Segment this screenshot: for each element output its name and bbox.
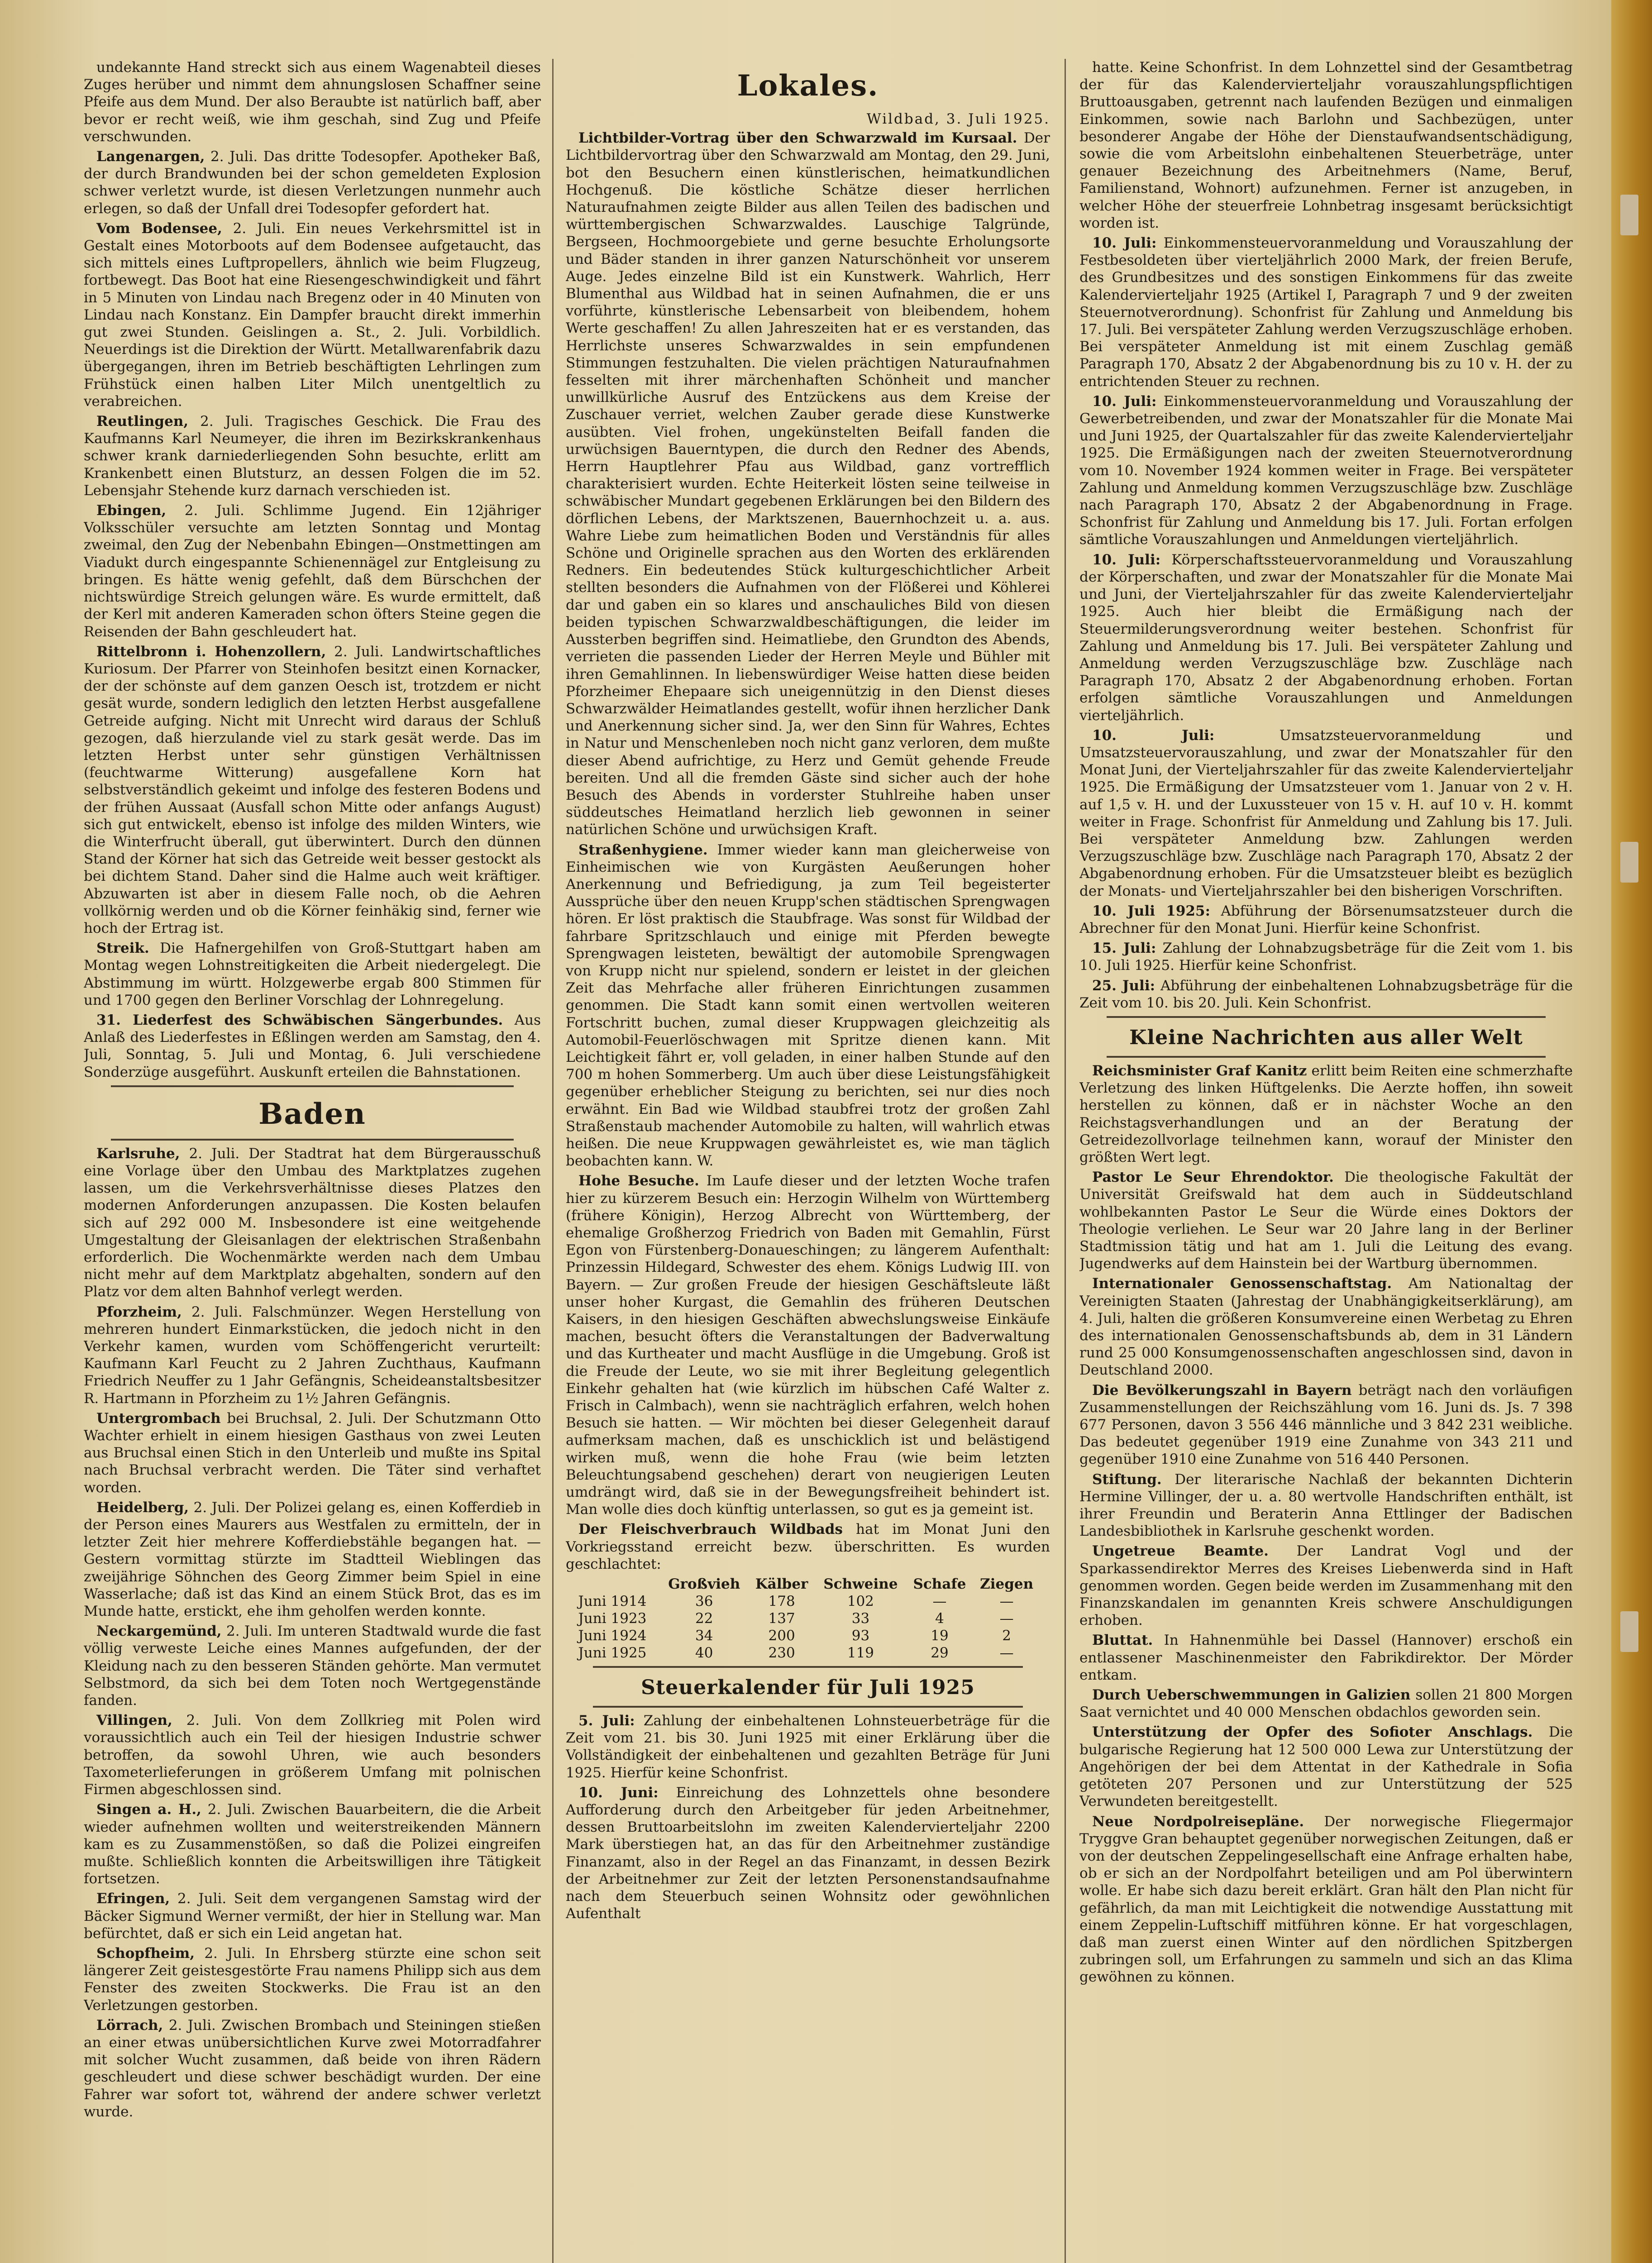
article [84,643,541,937]
article-text: Die Hafnergehilfen von Groß-Stuttgart haben am Montag wegen Lohnstreitigkeiten die Arbeit niedergelegt. Die Abstimmung im württ. Holzgewerbe ergab 800 Stimmen für und 1700 gegen den Berliner Vorschlag der Lohnregelung. [84,940,541,1008]
article-paragraph [1079,1471,1573,1540]
article-text: Abführung der Börsenumsatzsteuer durch die Abrechner für den Monat Juni. Hierfür keine Schonfrist. [1079,902,1573,936]
table-header-cell: Schweine [823,1576,898,1593]
article-lead: Die Bevölkerungszahl in Bayern [1092,1382,1352,1399]
divider [111,1139,514,1141]
article-lead: Stiftung. [1092,1471,1162,1488]
article-lead: Rittelbronn i. Hohenzollern, [96,643,326,660]
table-cell: 36 [695,1593,713,1610]
article [566,1521,1050,1573]
article-list [84,59,541,1081]
article-lead: Durch Ueberschwemmungen in Galizien [1092,1687,1411,1704]
article-paragraph [84,643,541,937]
article-list [566,129,1050,1573]
article-lead: Villingen, [96,1712,172,1729]
article-paragraph [84,413,541,499]
article-text: Aus Anlaß des Liederfestes in Eßlingen werden am Samstag, den 4. Juli, Sonntag, 5. Juli und Montag, 6. Juli verschiedene Sonderzüge ausgeführt. Auskunft erteilen die Bahnstationen. [84,1012,541,1080]
article-paragraph [1079,1686,1573,1721]
article-lead: 10. Juni: [578,1784,659,1801]
article-paragraph [84,1945,541,2014]
article-lead: Efringen, [96,1891,170,1907]
article-lead: Pastor Le Seur Ehrendoktor. [1092,1169,1334,1186]
table-cell: 2 [1002,1628,1012,1644]
table-cell: 137 [768,1610,795,1627]
article-text: 2. Juli. Landwirtschaftliches Kuriosum. Der Pfarrer von Steinhofen besitzt einen Kornacker, der der schönste auf dem ganzen Oesch ist, trotzdem er nicht gesät wurde, sondern lediglich den letzten Herbst ausgefallene Getreide aufging. Nicht mit Unrecht wird daraus der Schluß gezogen, daß hierzulande viel zu stark gesät werde. Das im letzten Herbst unter sehr günstigen Verhältnissen (feuchtwarme Witterung) ausgefallene Korn hat selbstverständlich gekeimt und infolge des festeren Bodens und der frühen Aussaat (Ausfall schon Mitte oder anfangs August) sich gut entwickelt, ebenso ist infolge des milden Winters, wie die Winterfrucht überall, gut überwintert. Durch den dünnen Stand der Körner hat sich das Getreide weit besser gestockt als bei dichtem Stand. Daher sind die Halme auch weit kräftiger. Abzuwarten ist aber in diesem Falle noch, ob die Aehren vollkörnig werden und ob die Körner feinhäkig sind, ferner wie hoch der Ertrag ist. [84,643,541,936]
article [566,1784,1050,1923]
article-text: Immer wieder kann man gleicherweise von Einheimischen wie von Kurgästen Aeußerungen hoher Anerkennung und Befriedigung, ja zum Teil begeisterter Aussprüche über den neuen Krupp'schen städtischen Sprengwagen hören. Er löst praktisch die Staubfrage. Was sonst für Wildbad der fahrbare Spritzschlauch und einige mit Pferden bewegte Sprengwagen leisteten, bewältigt der automobile Sprengwagen von Krupp nicht nur spielend, sondern er leistet in der gleichen Zeit das Mehrfache aller früheren Einrichtungen zusammen genommen. Die Stadt kann somit einen wertvollen weiteren Fortschritt buchen, zumal dieser Kruppwagen gleichzeitig als Automobil-Feuerlöschwagen mit Spritze dienen kann. Mit Leichtigkeit fährt er, voll geladen, in einer halben Stunde auf den 700 m hohen Sommerberg. Um auch über diese Leistungsfähigkeit gegenüber erheblicher Steigung zu berichten, sei nur dies noch erwähnt. Ein Bad wie Wildbad staubfrei trotz der großen Zahl Straßenstaub machender Automobile zu halten, will wahrlich etwas heißen. Die neue Kruppwagen gewährleistet es, wie man täglich beobachten kann. W. [566,841,1050,1170]
article-paragraph [84,1623,541,1709]
article-lead: Untergrombach [96,1410,221,1427]
article [84,1712,541,1798]
table-cell: — [932,1593,947,1610]
article-text: 2. Juli. Im unteren Stadtwald wurde die fast völlig verweste Leiche eines Mannes aufgefunden, der der Kleidung nach zu den besseren Ständen gehörte. Man vermutet Selbstmord, da sich bei dem Toten noch Wertgegenstände fanden. [84,1623,541,1709]
article-list [84,1145,541,2120]
article-text: Am Nationaltag der Vereinigten Staaten (Jahrestag der Unabhängigkeitserklärung), am 4. Juli, halten die größeren Konsumvereine einen Werbetag zu Ehren des internationalen Genossenschaftsbunds ab, dem in 31 Ländern rund 25 000 Konsumgenossenschaften angeschlossen sind, davon in Deutschland 2000. [1079,1275,1573,1379]
meat-consumption-table [575,1576,1040,1661]
article [1079,940,1573,974]
article-paragraph [1079,1813,1573,1986]
article-paragraph [84,1712,541,1798]
article-text: Einreichung des Lohnzettels ohne besondere Aufforderung durch den Arbeitgeber für jeden Arbeitnehmer, dessen Bruttoarbeitslohn im zweiten Kalendervierteljahr 2200 Mark überstiegen hat, an das für den Arbeitnehmer zuständige Finanzamt, also in der Regel an das Finanzamt, in dessen Bezirk der Arbeitnehmer zur Zeit der letzten Personenstandsaufnahme nach dem Steuerbuch seinen Wohnsitz oder gewöhnlichen Aufenthalt [566,1784,1050,1922]
article-text: 2. Juli. Das dritte Todesopfer. Apotheker Baß, der durch Brandwunden bei der schon gemeldeten Explosion schwer verletzt wurde, ist diesen Verletzungen nunmehr auch erlegen, so daß der Unfall drei Todesopfer gefordert hat. [84,148,541,217]
article [84,220,541,410]
article-lead: Ebingen, [96,502,167,519]
article [1079,393,1573,549]
article-lead: Reutlingen, [96,413,189,430]
article-lead: Reichsminister Graf Kanitz [1092,1062,1307,1079]
article-text: Der literarische Nachlaß der bekannten Dichterin Hermine Villinger, der u. a. 80 wertvolle Handschriften enthält, ist ihrer Freundin und Beraterin Anna Ettlinger der Badischen Landesbibliothek in Karlsruhe geschenkt worden. [1079,1471,1573,1540]
article-paragraph [566,1172,1050,1518]
article [84,940,541,1009]
article-text: sollen 21 800 Morgen Saat vernichtet und 40 000 Menschen obdachlos geworden sein. [1079,1687,1573,1721]
article-paragraph [84,220,541,410]
article [1079,234,1573,390]
article-text: Abführung der einbehaltenen Lohnabzugsbeträge für die Zeit vom 10. bis 20. Juli. Kein Schonfrist. [1079,977,1573,1011]
table-cell: Juni 1925 [578,1645,647,1661]
table-row [575,1610,1040,1627]
article-text: Der Lichtbildervortrag über den Schwarzwald am Montag, den 29. Juni, bot den Besuchern einen künstlerischen, heimatkundlichen Hochgenuß. Die köstliche Schätze dieser herrlichen Naturaufnahmen zeigte Bilder aus allen Teilen des badischen und württembergischen Schwarzwaldes. Lauschige Talgründe, Bergseen, Hochmoorgebiete und gerne besuchte Erholungsorte und Bäder standen in ihrer ganzen Naturschönheit vor unserem Auge. Jedes einzelne Bild ist ein Kunstwerk. Wahrlich, Herr Blumenthal aus Wildbad hat in seinen Aufnahmen, die er uns vorführte, künstlerische Lebensarbeit von bleibendem, hohem Werte geschaffen! Zu allen Jahreszeiten hat er es verstanden, das Herrlichste unseres Schwarzwaldes in sein empfundenen Stimmungen festzuhalten. Die vielen prächtigen Naturaufnahmen fesselten mit ihrer märchenhaften Schönheit und mancher unwillkürliche Ausruf des Entzückens aus dem Kreise der Zuschauer verriet, welchen Zauber gerade diese Kunstwerke ausübten. Viel frohen, ungekünstelten Beifall fanden die urwüchsigen Bauerntypen, die durch den Redner des Abends, Herrn Hauptlehrer Pfau aus Wildbad, ganz vortrefflich charakterisiert wurden. Echte Heiterkeit lösten seine teilweise in schwäbischer Mundart gegebenen Erklärungen bei den Bildern des dörflichen Lebens, der Marktszenen, Bauernhochzeit u. a. aus. Wahre Liebe zum heimatlichen Boden und Verständnis für alles Schöne und Originelle sprachen aus den Worten des erklärenden Redners. Ein bedeutendes Stück kulturgeschichtlicher Arbeit stellten besonders die Aufnahmen von der Flößerei und Köhlerei dar und gaben ein so klares und anschauliches Bild von diesen beiden typischen Schwarzwaldbeschäftigungen, die leider im Aussterben begriffen sind. Heimatliebe, den Grundton des Abends, verrieten die passenden Lieder der Herren Meyle und Bühler mit ihren Gemahlinnen. In liebenswürdiger Weise hatten diese beiden Pforzheimer Ehepaare sich uneigennützig in den Dienst dieses Schwarzwälder Heimatlandes gestellt, wofür ihnen herzlicher Dank und Anerkennung sicher sind. Ja, wer den Sinn für Wahres, Echtes in Natur und Menschenleben noch nicht ganz verloren, dem mußte dieser Abend aufrichtige, zu Herz und Gemüt gehende Freude bereiten. Und all die fremden Gäste sind sicher auch der hohe Besuch des Abends in vorderster Stuhlreihe haben unser süddeutsches Heimatland herzlich lieb gewonnen in seiner natürlichen Schöne und urwüchsigen Kraft. [566,130,1050,838]
article-text: Der norwegische Fliegermajor Tryggve Gran behauptet gegenüber norwegischen Zeitungen, daß er von der deutschen Zeppelingesellschaft eine Anfrage erhalten habe, ob er sich an der Nordpolfahrt beteiligen und am Pol überwintern wolle. Er habe sich dazu bereit erklärt. Gran hält den Plan nicht für gefährlich, da man mit Leichtigkeit die notwendige Ausstattung mit einem Zeppelin-Luftschiff mitführen könne. Er hat vorgeschlagen, daß man zuerst einen Winter auf den nördlichen Spitzbergen zubringen soll, um Erfahrungen zu sammeln und sich an das Klima gewöhnen zu können. [1079,1813,1573,1986]
article [1079,1542,1573,1629]
article-lead: 10. Juli: [1092,393,1157,410]
article-paragraph [84,2017,541,2120]
article-paragraph [1079,1724,1573,1810]
article-paragraph [1079,940,1573,974]
article-paragraph [1079,59,1573,232]
article [84,1012,541,1081]
article-paragraph [566,841,1050,1170]
article [84,1890,541,1942]
table-header-cell: Kälber [755,1576,808,1593]
book-binding-edge [1611,0,1652,2263]
article-paragraph [566,129,1050,838]
article-paragraph [1079,234,1573,390]
article [84,1945,541,2014]
article-lead: 10. Juli: [1092,235,1157,252]
article [84,1499,541,1620]
table-header-cell: Großvieh [668,1576,740,1593]
article-text: Die bulgarische Regierung hat 12 500 000 Lewa zur Unterstützung der Angehörigen der bei dem Attentat in der Kathedrale in Sofia getöteten 207 Personen und zur Unterstützung der 525 Verwundeten bereitgestellt. [1079,1724,1573,1810]
table-cell: 93 [851,1628,870,1644]
article [1079,1382,1573,1468]
article [84,1145,541,1301]
article-lead: Singen a. H., [96,1801,201,1818]
divider [593,1706,1023,1708]
article [84,413,541,499]
article-lead: Internationaler Genossenschaftstag. [1092,1275,1392,1292]
article-paragraph [1079,1169,1573,1272]
table-cell: 119 [847,1645,874,1661]
article-lead: Straßenhygiene. [578,841,708,858]
article-text: hatte. Keine Schonfrist. In dem Lohnzettel sind der Gesamtbetrag der für das Kalendervierteljahr vorauszahlungspflichtigen Bruttoausgaben, getrennt nach laufenden Bezügen und einmaligen Einkommen, sowie nach Barlohn und Sachbezügen, unter besonderer Angabe der Höhe der Dienstaufwandsentschädigung, sowie die vom Arbeitslohn einbehaltenen Steuerbeträge, unter genauer Bezeichnung des Arbeitnehmers (Name, Beruf, Familienstand, Wohnort) aufzunehmen. Ferner ist anzugeben, in welcher Höhe der steuerfreie Lohnbetrag insgesamt berücksichtigt worden ist. [1079,59,1573,231]
article-lead: 25. Juli: [1092,977,1155,994]
article-paragraph [84,1890,541,1942]
article [84,1801,541,1887]
article [84,1410,541,1496]
divider [1107,1056,1546,1058]
article-list [1079,1062,1573,1986]
article-lead: Neckargemünd, [96,1623,222,1640]
article-lead: Streik. [96,940,149,957]
article-text: 2. Juli. Der Stadtrat hat dem Bürgerausschuß eine Vorlage über den Umbau des Marktplatzes zugehen lassen, um die Verkehrsverhältnisse dieses Platzes den modernen Anforderungen anzupassen. Die Kosten belaufen sich auf 292 000 M. Insbesondere ist eine weitgehende Umgestaltung der Gleisanlagen der elektrischen Straßenbahn erforderlich. Die Wochenmärkte werden nach dem Umbau nicht mehr auf dem Marktplatz abgehalten, sondern auf den Platz vor dem alten Bahnhof verlegt werden. [84,1145,541,1300]
article-lead: Karlsruhe, [96,1145,180,1162]
article-lead: 31. Liederfest des Schwäbischen Sängerbundes. [96,1012,503,1028]
article-paragraph [1079,1382,1573,1468]
article-list [1079,59,1573,1012]
article-list [566,1712,1050,1922]
article [84,1303,541,1407]
table-cell: Juni 1924 [578,1628,647,1644]
binding-tab [1620,195,1638,235]
article-lead: 15. Juli: [1092,940,1156,957]
article-paragraph [566,1712,1050,1781]
article-text: 2. Juli. Falschmünzer. Wegen Herstellung von mehreren hundert Einmarkstücken, die jedoch nicht in den Verkehr kamen, wurden vom Schöffengericht verurteilt: Kaufmann Karl Feucht zu 2 Jahren Zuchthaus, Kaufmann Friedrich Neuffer zu 1 Jahr Gefängnis, Scheideanstaltsbesitzer R. Hartmann in Pforzheim zu 1½ Jahren Gefängnis. [84,1303,541,1407]
column-right [1079,59,1573,2263]
table-cell: — [999,1645,1014,1661]
article-text: Einkommensteuervoranmeldung und Vorauszahlung der Festbesoldeten über vierteljährlich 2000 Mark, der freien Berufe, des Grundbesitzes und des sonstigen Einkommens für das zweite Kalendervierteljahr 1925 (Artikel I, Paragraph 7 und 9 der zweiten Steuernotverordnung). Schonfrist für Zahlung und Anmeldung bis 17. Juli. Bei verspäteter Zahlung werden Verzugszuschläge erhoben. Bei verspäteter Anmeldung ist mit einem Zuschlag gemäß Paragraph 170, Absatz 2 der Abgabenordnung bis zu 10 v. H. der zu entrichtenden Steuer zu rechnen. [1079,235,1573,390]
article-paragraph [84,1012,541,1081]
article-paragraph [84,1145,541,1301]
article-text: Im Laufe dieser und der letzten Woche trafen hier zu kürzerem Besuch ein: Herzogin Wilhelm von Württemberg (frühere Königin), Herzog Albrecht von Württemberg, der ehemalige Großherzog Friedrich von Baden mit Gemahlin, Fürst Egon von Fürstenberg-Donaueschingen; zu längerem Aufenthalt: Prinzessin Hildegard, Schwester des ehem. Königs Ludwig III. von Bayern. — Zur großen Freude der hiesigen Geschäftsleute läßt unser hoher Kurgast, die Gemahlin des früheren Deutschen Kaisers, in den hiesigen Geschäften abwechslungsweise Einkäufe machen, besucht öfters die Veranstaltungen der Badverwaltung und das Kurtheater und macht Ausflüge in die Umgebung. Groß ist die Freude der Leute, wo sie mit ihrer Begleitung gelegentlich Einkehr gehalten hat (wie kürzlich im hübschen Café Walter z. Frisch in Calmbach), wenn sie nachträglich erfahren, welch hohen Besuch sie hatten. — Wir möchten bei dieser Gelegenheit darauf aufmerksam machen, daß es unschicklich ist und belästigend wirken muß, wenn die hohe Frau (wie beim letzten Beleuchtungsabend geschehen) derart von neugierigen Leuten umdrängt wird, daß sie in der Bewegungsfreiheit behindert ist. Man wolle dies doch künftig unterlassen, so gut es ja gemeint ist. [566,1173,1050,1518]
article [566,841,1050,1170]
article-paragraph [566,1784,1050,1923]
article-text: beträgt nach den vorläufigen Zusammenstellungen der Reichszählung vom 16. Juni ds. Js. 7 398 677 Personen, davon 3 556 446 männliche und 3 842 231 weibliche. Das bedeutet gegenüber 1919 eine Zunahme von 343 211 und gegenüber 1910 eine Zunahme von 516 440 Personen. [1079,1382,1573,1468]
article-text: Die theologische Fakultät der Universität Greifswald hat dem auch in Süddeutschland wohlbekannten Pastor Le Seur die Würde eines Doktors der Theologie verliehen. Le Seur war 20 Jahre lang in der Berliner Stadtmission tätig und hat am 1. Juli die Leitung des evang. Jugendwerks auf dem Hainstein bei der Wartburg übernommen. [1079,1169,1573,1272]
table-cell: 4 [935,1610,944,1627]
binding-tab [1620,1611,1638,1652]
divider [1107,1016,1546,1018]
section-title-steuerkalender: Steuerkalender für Juli 1925 [641,1676,975,1700]
column-middle [566,59,1050,2263]
article-paragraph [1079,551,1573,724]
table-cell: 29 [931,1645,949,1661]
article-text: 2. Juli. Von dem Zollkrieg mit Polen wird voraussichtlich auch ein Teil der hiesigen Industrie schwer betroffen, da sowohl Uhren, wie auch besonders Taxometerlieferungen in größerem Umfang mit polnischen Firmen abgeschlossen sind. [84,1712,541,1798]
article-text: erlitt beim Reiten eine schmerzhafte Verletzung des linken Hüftgelenks. Die Aerzte hoffen, ihn soweit herstellen zu können, daß er in nächster Woche an den Reichstagsverhandlungen und an der Beratung der Getreidezollvorlage teilnehmen kann, worauf der Minister den größten Wert legt. [1079,1062,1573,1165]
article-text: Umsatzsteuervoranmeldung und Umsatzsteuervorauszahlung, und zwar der Monatszahler für den Monat Juni, der Vierteljahrszahler für das zweite Kalendervierteljahr 1925. Die Ermäßigung der Umsatzsteuer vom 1. Januar von 2 v. H. auf 1,5 v. H. und der Luxussteuer von 15 v. H. auf 10 v. H. kommt weiter in Frage. Schonfrist für Anmeldung und Zahlung bis 17. Juli. Bei verspäteter Anmeldung bzw. Zahlungen werden Verzugszuschläge bzw. Zuschläge nach Paragraph 170, Absatz 2 der Abgabenordnung erhoben. Für die Umsatzsteuer bleibt es bezüglich der Monats- und Vierteljahrszahler bei den bisherigen Vorschriften. [1079,727,1573,899]
article-lead: 10. Juli 1925: [1092,902,1211,919]
table-row [575,1644,1040,1661]
article-text: hat im Monat Juni den Vorkriegsstand erreicht bezw. überschritten. Es wurden geschlachtet: [566,1521,1050,1572]
table-cell: 40 [695,1645,713,1661]
article-lead: Vom Bodensee, [96,220,222,237]
table-cell: 230 [768,1645,795,1661]
article [1079,1062,1573,1166]
article [1079,1471,1573,1540]
article-lead: 5. Juli: [578,1713,635,1729]
article-lead: Bluttat. [1092,1632,1153,1649]
article-text: Zahlung der einbehaltenen Lohnsteuerbeträge für die Zeit vom 21. bis 30. Juni 1925 mit einer Erklärung über die Vollständigkeit der einbehaltenen und gezahlten Beträge für Juni 1925. Hierfür keine Schonfrist. [566,1713,1050,1781]
article-lead: Ungetreue Beamte. [1092,1543,1269,1560]
article-paragraph [566,1521,1050,1573]
article [1079,977,1573,1012]
article [566,1172,1050,1518]
table-cell: 19 [931,1628,949,1644]
article [1079,1632,1573,1684]
table-header-cell: Ziegen [980,1576,1034,1593]
article-text: In Hahnenmühle bei Dassel (Hannover) erschoß ein entlassener Maschinenmeister den Fabrikdirektor. Der Mörder entkam. [1079,1632,1573,1683]
article-text: 2. Juli. Seit dem vergangenen Samstag wird der Bäcker Sigmund Werner vermißt, der hier in Stellung war. Man befürchtet, daß er sich ein Leid angetan hat. [84,1891,541,1942]
column-rule [552,59,554,2263]
article [1079,1169,1573,1272]
article [1079,727,1573,900]
article-paragraph [1079,1062,1573,1166]
table-cell: — [999,1610,1014,1627]
article-lead: Der Fleischverbrauch Wildbads [578,1521,843,1538]
article [1079,1686,1573,1721]
article-text: bei Bruchsal, 2. Juli. Der Schutzmann Otto Wachter erhielt in einem hiesigen Gasthaus von zwei Leuten aus Bruchsal einen Stich in den Unterleib und mußte ins Spital nach Bruchsal verbracht werden. Die Täter sind verhaftet worden. [84,1410,541,1496]
article-lead: 10. Juli: [1092,551,1161,568]
divider [593,1666,1023,1668]
article-text: Zahlung der Lohnabzugsbeträge für die Zeit vom 1. bis 10. Juli 1925. Hierfür keine Schonfrist. [1079,940,1573,974]
table-header-cell: Schafe [913,1576,966,1593]
table-row [575,1593,1040,1610]
article-text: 2. Juli. Tragisches Geschick. Die Frau des Kaufmanns Karl Neumeyer, die ihren im Bezirkskrankenhaus schwer krank darniederliegenden Sohn besuchte, erlitt am Krankenbett einen Blutsturz, an dessen Folgen die im 52. Lebensjahr Stehende kurz darnach verschieden ist. [84,413,541,499]
table-header-cell [575,1576,659,1593]
article [84,148,541,217]
article-text: Körperschaftssteuervoranmeldung und Vorauszahlung der Körperschaften, und zwar der Monatszahler für die Monate Mai und Juni, der Vierteljahrszahler für das zweite Kalendervierteljahr 1925. Auch hier bleibt die Ermäßigung nach der Steuermilderungsverordnung weiter bestehen. Schonfrist für Zahlung und Anmeldung bis 17. Juli. Bei verspäteter Zahlung und Anmeldung werden Verzugszuschläge bzw. Zuschläge nach Paragraph 170, Absatz 2 der Abgabenordnung erhoben. Fortan erfolgen sämtliche Vorauszahlungen und Anmeldungen vierteljährlich. [1079,551,1573,724]
article-text: undekannte Hand streckt sich aus einem Wagenabteil dieses Zuges herüber und nimmt dem ahnungslosen Schaffner seine Pfeife aus dem Mund. Der also Beraubte ist natürlich baff, aber bevor er recht weiß, wie ihm geschah, sind Zug und Pfeife verschwunden. [84,59,541,145]
article-text: 2. Juli. In Ehrsberg stürzte eine schon seit längerer Zeit geistesgestörte Frau namens Philipp sich aus dem Fenster des zweiten Stockwerks. Die Frau ist an den Verletzungen gestorben. [84,1945,541,2014]
article-paragraph [84,1499,541,1620]
article-lead: Lörrach, [96,2017,163,2034]
article [1079,1813,1573,1986]
table-cell: 102 [847,1593,874,1610]
article-paragraph [84,1801,541,1887]
article-text: Einkommensteuervoranmeldung und Vorauszahlung der Gewerbetreibenden, und zwar der Monatszahler für die Monate Mai und Juni 1925, der Quartalszahler für das zweite Kalendervierteljahr 1925. Die Ermäßigungen nach der zweiten Steuernotverordnung vom 10. November 1924 kommen weiter in Frage. Bei verspäteter Zahlung und Anmeldung kommen Verzugszuschläge bzw. Zuschläge nach Paragraph 170, Absatz 2 der Abgabenordnung in Frage. Schonfrist für Zahlung und Anmeldung bis 17. Juli. Fortan erfolgen sämtliche Vorauszahlungen und Anmeldungen vierteljährlich. [1079,393,1573,548]
article-lead: Neue Nordpolreisepläne. [1092,1813,1304,1830]
article-paragraph [1079,1275,1573,1379]
table-row [575,1627,1040,1644]
article-paragraph [1079,393,1573,549]
article [84,59,541,145]
article [1079,59,1573,232]
article-lead: Pforzheim, [96,1303,182,1320]
column-left [84,59,541,2263]
article-paragraph [1079,977,1573,1012]
article [566,129,1050,838]
article-lead: Lichtbilder-Vortrag über den Schwarzwald im Kursaal. [578,130,1017,147]
article-text: Der Landrat Vogl und der Sparkassendirektor Merres des Kreises Liebenwerda sind in Haft genommen worden. Gegen beide werden im Zusammenhang mit den Finanzskandalen im genannten Kreis schwere Anschuldigungen erhoben. [1079,1543,1573,1629]
article-paragraph [84,502,541,640]
dateline: Wildbad, 3. Juli 1925. [866,111,1050,127]
article [1079,902,1573,937]
table-cell: Juni 1914 [578,1593,647,1610]
article-lead: Heidelberg, [96,1499,189,1516]
article-lead: Langenargen, [96,148,205,165]
article-paragraph [1079,727,1573,900]
article [84,502,541,640]
article-paragraph [1079,1632,1573,1684]
article-paragraph [1079,1542,1573,1629]
article-text: 2. Juli. Schlimme Jugend. Ein 12jähriger Volksschüler versuchte am letzten Sonntag und Montag zweimal, den Zug der Nebenbahn Ebingen—Onstmettingen am Viadukt durch eingespannte Schienennägel zur Entgleisung zu bringen. Es hätte wenig gefehlt, daß dem Bürschchen der nichtswürdige Streich gelungen wäre. Es wurde ermittelt, daß der Kerl mit anderen Kameraden schon öfters Steine gegen die Reisenden der Bahn geschleudert hat. [84,502,541,640]
article-paragraph [84,59,541,145]
article [84,2017,541,2120]
section-title-baden: Baden [258,1097,366,1131]
section-title-kleine-nachrichten: Kleine Nachrichten aus aller Welt [1129,1026,1523,1049]
article-text: 2. Juli. Der Polizei gelang es, einen Kofferdieb in der Person eines Maurers aus Westfalen zu ermitteln, der in letzter Zeit hier mehrere Kofferdiebstähle begangen hat. — Gestern vormittag stürzte im Stadtteil Wieblingen das zweijährige Söhnchen des Georg Zimmer beim Spiel in eine Wasserlache; daß ist das Kind an einem Stück Brot, das es im Munde hatte, erstickt, ehe ihm geholfen werden konnte. [84,1499,541,1620]
article [566,1712,1050,1781]
article-text: 2. Juli. Zwischen Bauarbeitern, die die Arbeit wieder aufnehmen wollten und weiterstreikenden Männern kam es zu Zusammenstößen, so daß die Polizei eingreifen mußte. Schließlich konnten die Arbeitswilligen ihre Tätigkeit fortsetzen. [84,1801,541,1887]
article-paragraph [84,1303,541,1407]
article [84,1623,541,1709]
article-lead: 10. Juli: [1092,727,1215,744]
section-title-lokales: Lokales. [737,69,879,103]
article [1079,1724,1573,1810]
article-text: 2. Juli. Zwischen Brombach und Steiningen stießen an einer etwas unübersichtlichen Kurve zwei Motorradfahrer mit solcher Wucht zusammen, daß beide von ihren Rädern geschleudert und diese schwer beschädigt wurden. Der eine Fahrer war sofort tot, während der andere schwer verletzt wurde. [84,2017,541,2120]
article-lead: Hohe Besuche. [578,1173,699,1189]
article-paragraph [84,148,541,217]
table-cell: Juni 1923 [578,1610,647,1627]
article-paragraph [84,940,541,1009]
article [1079,551,1573,724]
table-cell: 200 [768,1628,795,1644]
table-cell: 34 [695,1628,713,1644]
table-cell: — [999,1593,1014,1610]
article-lead: Unterstützung der Opfer des Sofioter Anschlags. [1092,1724,1533,1741]
table-header-row [575,1576,1040,1593]
table-cell: 33 [851,1610,870,1627]
binding-tab [1620,842,1638,883]
article-paragraph [84,1410,541,1496]
article [1079,1275,1573,1379]
article-paragraph [1079,902,1573,937]
divider [111,1085,514,1087]
article-text: 2. Juli. Ein neues Verkehrsmittel ist in Gestalt eines Motorboots auf dem Bodensee aufgetaucht, das sich mittels eines Luftpropellers, ähnlich wie beim Flugzeug, fortbewegt. Das Boot hat eine Riesengeschwindigkeit und fährt in 5 Minuten von Lindau nach Bregenz oder in 40 Minuten von Lindau nach Konstanz. Ein Dampfer braucht direkt immerhin gut zwei Stunden. Geislingen a. St., 2. Juli. Vorbildlich. Neuerdings ist die Direktion der Württ. Metallwarenfabrik dazu übergegangen, ihren im Betrieb beschäftigten Lehrlingen zum Frühstück einen halben Liter Milch unentgeltlich zu verabreichen. [84,220,541,410]
table-cell: 178 [768,1593,795,1610]
column-rule [1065,59,1066,2263]
article-lead: Schopfheim, [96,1945,195,1962]
table-cell: 22 [695,1610,713,1627]
